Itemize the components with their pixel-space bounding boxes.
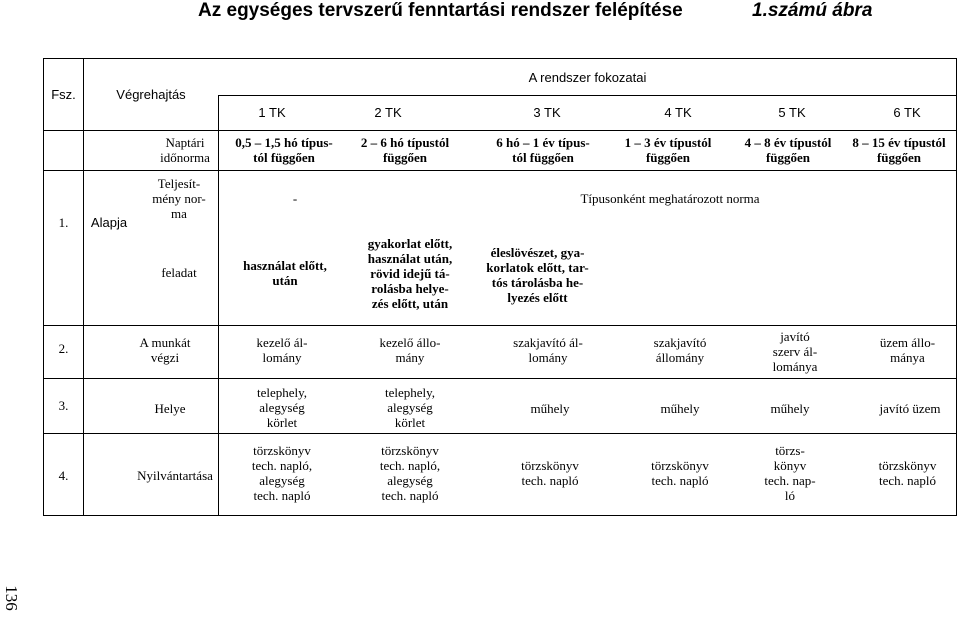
header-tk-2: 2 TK bbox=[374, 104, 402, 120]
feladat-cell: gyakorlat előtt, használat után, rövid idejű tá- rolásba helye- zés előtt, után bbox=[367, 235, 453, 311]
header-tk-3: 3 TK bbox=[533, 104, 561, 120]
row-number-1: 1. bbox=[58, 214, 69, 230]
header-vegrehajtas: Végrehajtás bbox=[116, 86, 186, 102]
helye-cell: javító üzem bbox=[879, 400, 941, 416]
teljesitmeny-span: Típusonként meghatározott norma bbox=[580, 190, 760, 206]
header-tk-5: 5 TK bbox=[778, 104, 806, 120]
table-border-top bbox=[43, 58, 957, 59]
nyilvantartasa-cell: törzskönyv tech. napló, alegység tech. napló bbox=[379, 443, 441, 503]
header-fokozatai: A rendszer fokozatai bbox=[528, 69, 647, 85]
naptari-cell: 1 – 3 év típustól függően bbox=[624, 135, 712, 165]
row-divider bbox=[43, 433, 957, 434]
row-divider bbox=[43, 130, 957, 131]
row-label-helye: Helye bbox=[154, 400, 186, 416]
row-label-nyilvantartasa: Nyilvántartása bbox=[137, 467, 213, 483]
nyilvantartasa-cell: törzskönyv tech. napló bbox=[651, 458, 709, 488]
helye-cell: telephely, alegység körlet bbox=[384, 384, 436, 430]
munkat-cell: kezelő állo- mány bbox=[379, 335, 441, 365]
helye-cell: telephely, alegység körlet bbox=[256, 384, 308, 430]
helye-cell: műhely bbox=[660, 400, 700, 416]
naptari-cell: 8 – 15 év típustól függően bbox=[852, 135, 946, 165]
nyilvantartasa-cell: törzskönyv tech. napló bbox=[521, 458, 579, 488]
naptari-cell: 6 hó – 1 év típus- tól függően bbox=[496, 135, 590, 165]
munkat-cell: szakjavító ál- lomány bbox=[513, 335, 583, 365]
header-tk-1: 1 TK bbox=[258, 104, 286, 120]
teljesitmeny-label: Teljesít- mény nor- ma bbox=[152, 175, 206, 221]
munkat-cell: javító szerv ál- lománya bbox=[772, 328, 818, 374]
feladat-cell: használat előtt, után bbox=[243, 258, 327, 288]
row-divider bbox=[43, 378, 957, 379]
feladat-label: feladat bbox=[161, 264, 197, 280]
table-border-right bbox=[956, 58, 957, 516]
page-title bbox=[0, 0, 960, 30]
naptari-cell: 0,5 – 1,5 hó típus- tól függően bbox=[235, 135, 333, 165]
naptari-cell: 2 – 6 hó típustól függően bbox=[360, 135, 450, 165]
nyilvantartasa-cell: törzskönyv tech. napló, alegység tech. napló bbox=[251, 443, 313, 503]
column-divider bbox=[83, 58, 84, 516]
nyilvantartasa-cell: törzskönyv tech. napló bbox=[878, 458, 937, 488]
naptari-cell: 4 – 8 év típustól függően bbox=[744, 135, 832, 165]
munkat-cell: kezelő ál- lomány bbox=[256, 335, 308, 365]
row-label-munkat: A munkát végzi bbox=[139, 335, 191, 365]
row-divider bbox=[43, 170, 957, 171]
row-label-alapja: Alapja bbox=[90, 214, 128, 230]
munkat-cell: üzem állo- mánya bbox=[879, 335, 936, 365]
figure-number: 1.számú ábra bbox=[752, 0, 873, 21]
teljesitmeny-dash: - bbox=[292, 190, 298, 206]
row-number-3: 3. bbox=[58, 397, 69, 413]
helye-cell: műhely bbox=[770, 400, 810, 416]
header-tk-6: 6 TK bbox=[893, 104, 921, 120]
header-fsz: Fsz. bbox=[51, 86, 76, 102]
feladat-cell: éleslövészet, gya- korlatok előtt, tar- tós tárolásba he- lyezés előtt bbox=[486, 245, 589, 305]
page-number-text: 136 bbox=[2, 585, 21, 611]
page-number bbox=[0, 583, 22, 613]
row-number-4: 4. bbox=[58, 467, 69, 483]
title-text: Az egységes tervszerű fenntartási rendszer felépítése bbox=[198, 0, 683, 21]
row-label-naptari: Naptári időnorma bbox=[160, 135, 210, 165]
row-divider bbox=[218, 95, 956, 96]
row-number-2: 2. bbox=[58, 340, 69, 356]
header-tk-4: 4 TK bbox=[664, 104, 692, 120]
munkat-cell: szakjavító állomány bbox=[653, 335, 707, 365]
table-border-bottom bbox=[43, 515, 957, 516]
helye-cell: műhely bbox=[530, 400, 570, 416]
table-border-left bbox=[43, 58, 44, 516]
nyilvantartasa-cell: törzs- könyv tech. nap- ló bbox=[764, 443, 816, 503]
